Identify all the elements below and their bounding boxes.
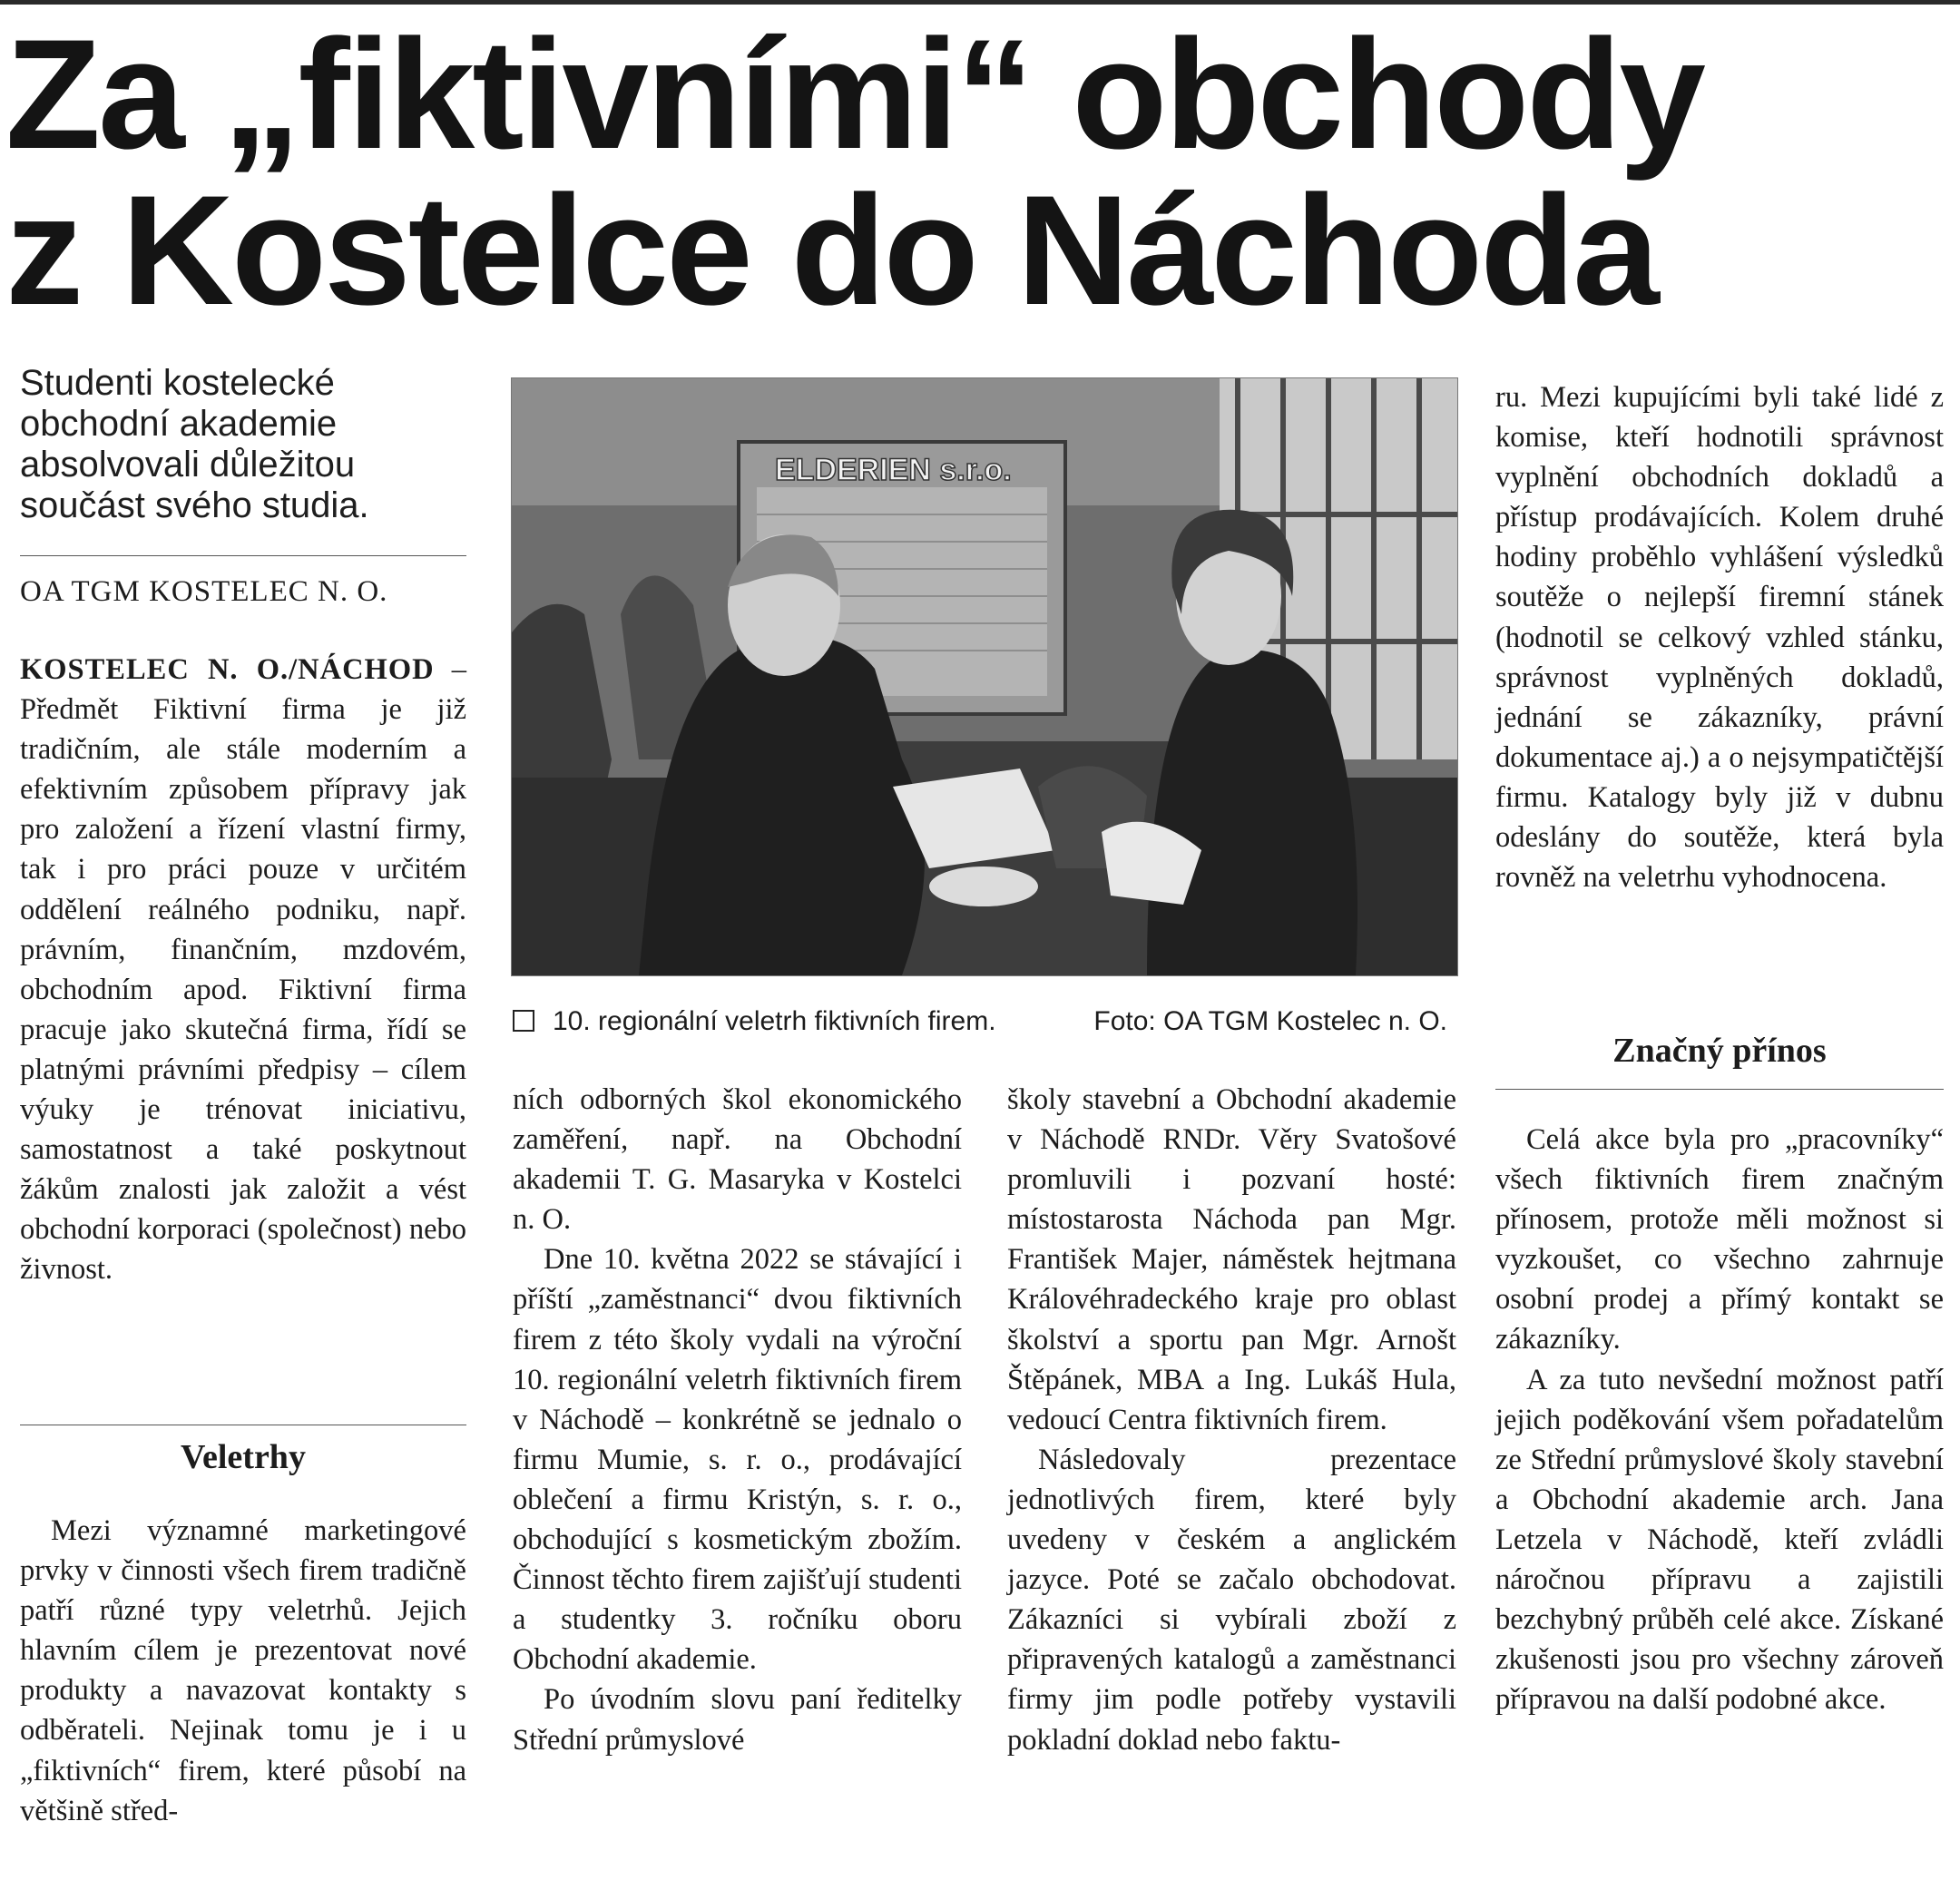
headline-line-1: Za „fiktivními“ obchody [5, 7, 1703, 181]
photo-caption: 10. regionální veletrh fiktivních firem. [553, 1006, 996, 1036]
subhead-znacny-prinos-divider [1495, 1089, 1944, 1090]
top-rule [0, 0, 1960, 5]
photo-sign-text: ELDERIEN s.r.o. [775, 453, 1012, 487]
col1-paragraph-1-text: – Předmět Fiktivní firma je již tradičním, ale stále moderním a efektivním způsobem přípravy jak pro založení a řízení vlastní firmy, tak i pro práci pouze v určitém oddělení reálného podniku, např. právním, finančním, mzdovém, obchodním apod. Fiktivní firma pracuje jako skutečná firma, řídí se platnými právními předpisy – cílem výuky je trénovat iniciativu, samostatnost a také poskytnout žákům znalosti jak založit a vést obchodní korporaci (společnost) nebo živnost. [20, 653, 466, 1287]
column-2 [513, 1080, 962, 1760]
caption-square-icon [513, 1010, 534, 1032]
column-4 [1495, 377, 1944, 897]
col3-paragraph-1: školy stavební a Obchodní akademie v Náchodě RNDr. Věry Svatošové promluvili i pozvaní hosté: místostarosta Náchoda pan Mgr. František Majer, náměstek hejtmana Královéhradeckého kraje pro oblast školství a sportu pan Mgr. Arnošt Štěpánek, MBA a Ing. Lukáš Hula, vedoucí Centra fiktivních firem. [1007, 1083, 1456, 1436]
photo-illustration [512, 378, 1457, 975]
col3-paragraph-2: Následovaly prezentace jednotlivých firem, které byly uvedeny v českém a anglickém jazyce. Poté se začalo obchodovat. Zákazníci si vybírali zboží z připravených katalogů a zaměstnanci firmy jim podle potřeby vystavili pokladní doklad nebo faktu- [1007, 1443, 1456, 1757]
dateline: KOSTELEC N. O./NÁCHOD [20, 653, 435, 686]
col2-paragraph-3: Po úvodním slovu paní ředitelky Střední průmyslové [513, 1683, 962, 1757]
col1-paragraph-2: Mezi významné marketingové prvky v činnosti všech firem tradičně patří různé typy veletrhů. Jejich hlavním cílem je prezentovat nové produkty a navazovat kontakty s odběrateli. Nejinak tomu je i u „fiktivních“ firem, které působí na většině střed- [20, 1514, 466, 1827]
col4-paragraph-1: ru. Mezi kupujícími byli také lidé z komise, kteří hodnotili správnost vyplnění obchodních dokladů a přístup prodávajících. Kolem druhé hodiny proběhlo vyhlášení výsledků soutěže o nejlepší firemní stánek (hodnotil se celkový vzhled stánku, správnost vyplněných dokladů, jednání se zákazníky, právní dokumentace aj.) a o nejsympatičtější firmu. Katalogy byly již v dubnu odeslány do soutěže, která byla rovněž na veletrhu vyhodnocena. [1495, 381, 1944, 895]
subhead-veletrhy: Veletrhy [181, 1438, 306, 1476]
article-photo [511, 377, 1458, 976]
subhead-znacny-prinos: Značný přínos [1612, 1032, 1827, 1070]
photo-caption-row [513, 1005, 1456, 1038]
photo-credit: Foto: OA TGM Kostelec n. O. [1093, 1006, 1447, 1036]
col1-paragraph-1 [20, 650, 466, 1290]
column-3 [1007, 1080, 1456, 1760]
byline: OA TGM KOSTELEC N. O. [20, 575, 388, 608]
lead-paragraph: Studenti kostelecké obchodní akademie absolvovali důležitou součást svého studia. [20, 363, 369, 525]
column-1-continued [20, 1511, 466, 1831]
col2-paragraph-1: ních odborných škol ekonomického zaměření, např. na Obchodní akademii T. G. Masaryka v Kostelci n. O. [513, 1083, 962, 1237]
col2-paragraph-2: Dne 10. května 2022 se stávající i příští „zaměstnanci“ dvou fiktivních firem z této školy vydali na výroční 10. regionální veletrh fiktivních firem v Náchodě – konkrétně se jednalo o firmu Mumie, s. r. o., prodávající oblečení a firmu Kristýn, s. r. o., obchodující s kosmetickým zbožím. Činnost těchto firem zajišťují studenti a studentky 3. ročníku oboru Obchodní akademie. [513, 1243, 962, 1677]
column-1 [20, 650, 466, 1290]
lead-divider [20, 555, 466, 556]
col4-paragraph-3: A za tuto nevšední možnost patří jejich poděkování všem pořadatelům ze Střední průmyslové školy stavební a Obchodní akademie arch. Jana Letzela v Náchodě, kteří zvládli náročnou přípravu a zajistili bezchybný průběh celé akce. Získané zkušenosti jsou pro všechny zároveň přípravou na další podobné akce. [1495, 1363, 1944, 1717]
headline-line-2: z Kostelce do Náchoda [5, 163, 1657, 338]
column-4-continued [1495, 1120, 1944, 1719]
headline [5, 7, 1956, 338]
col4-paragraph-2: Celá akce byla pro „pracovníky“ všech fiktivních firem značným přínosem, protože měli možnost si vyzkoušet, co všechno zahrnuje osobní prodej a přímý kontakt se zákazníky. [1495, 1123, 1944, 1356]
